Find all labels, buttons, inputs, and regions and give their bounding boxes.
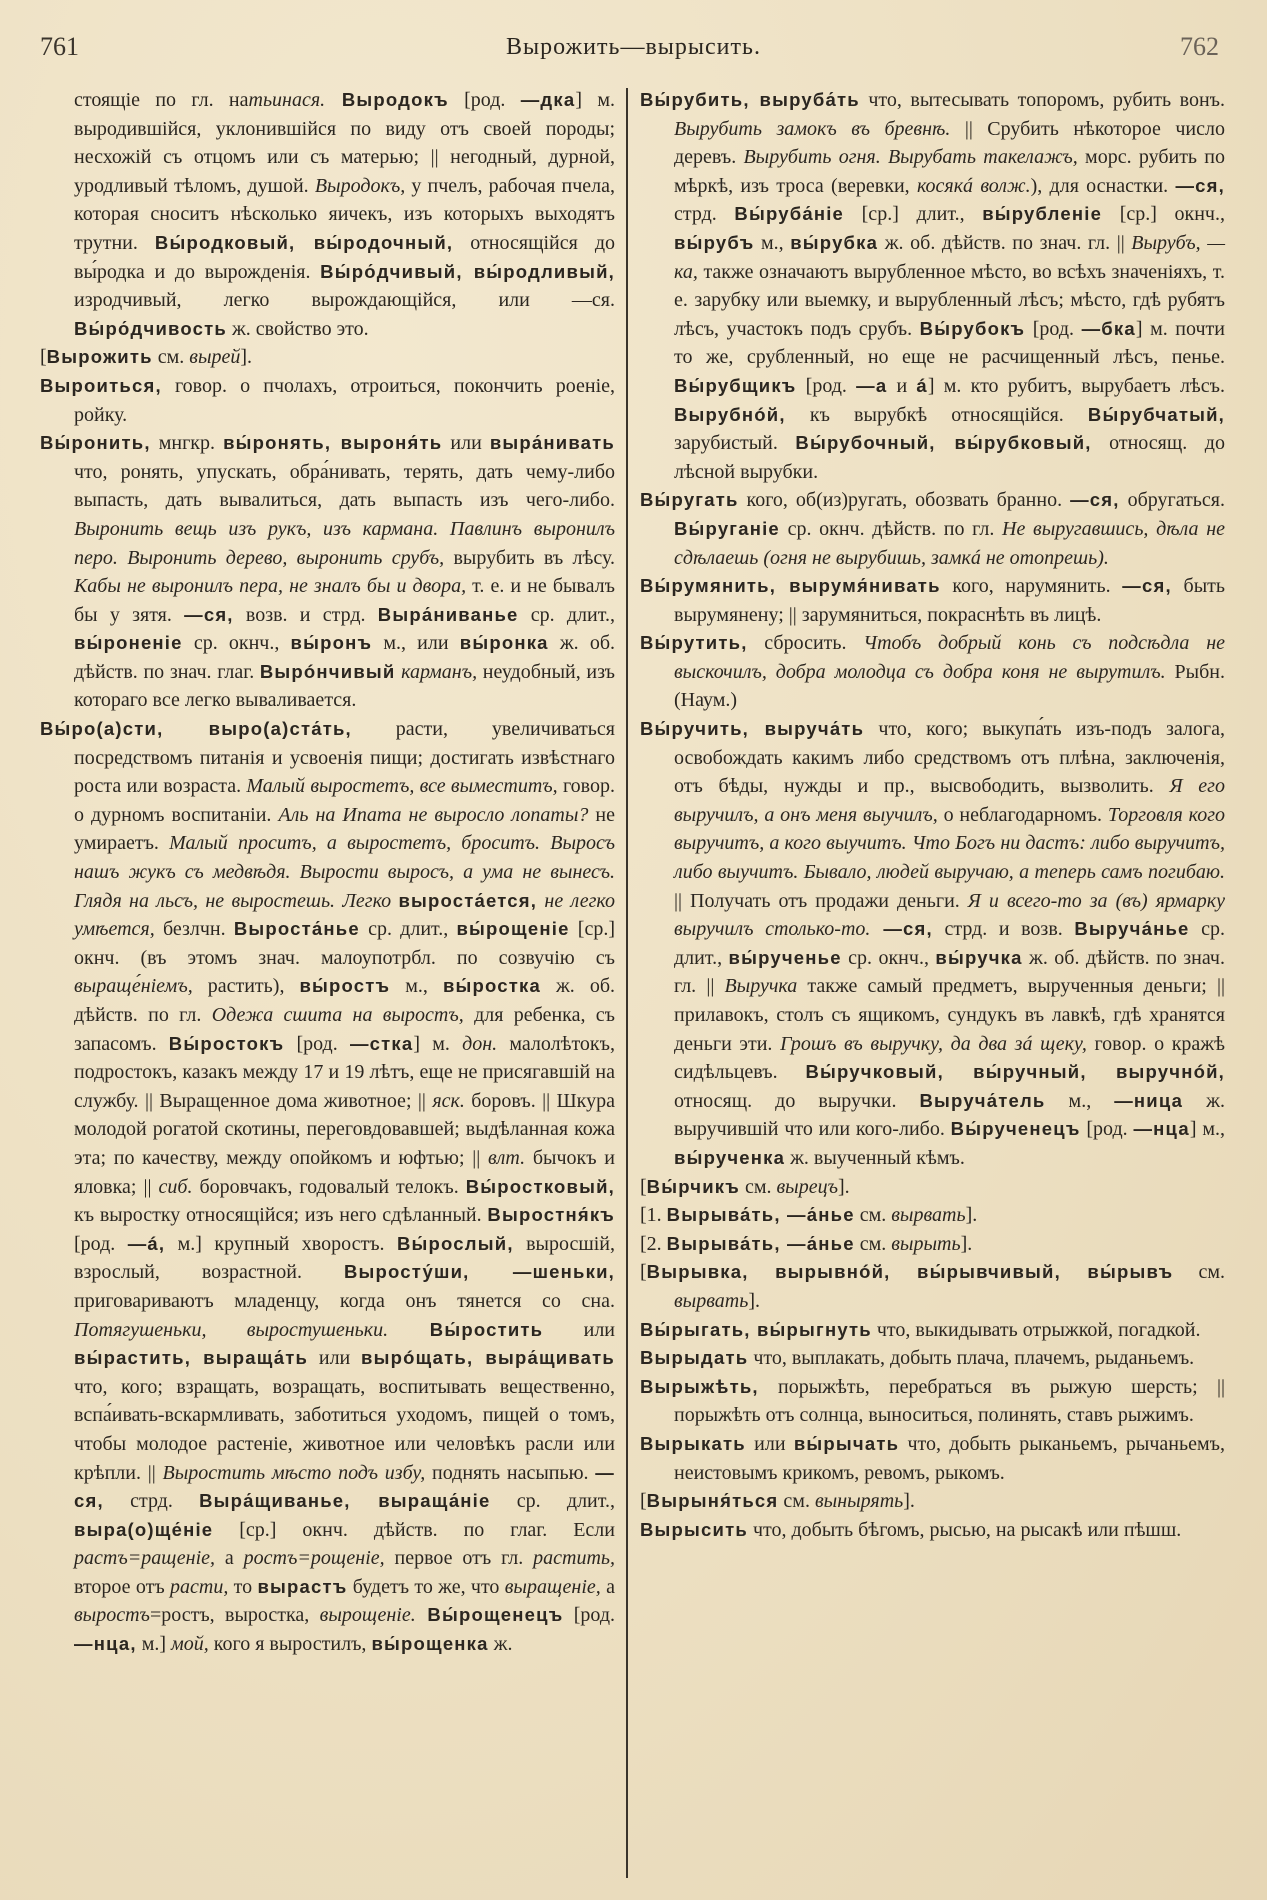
definition-text: говор. о кражѣ сидѣльцевъ. xyxy=(674,1032,1225,1084)
headword: —а xyxy=(856,374,888,396)
definition-text: неудобный, изъ котораго все легко вываливается. xyxy=(74,660,616,712)
definition-text: м.] крупный хворостъ. xyxy=(165,1232,397,1255)
example-text: вырецъ xyxy=(776,1175,838,1198)
headword: Вы́ро́дчивый, вы́родливый, xyxy=(320,260,615,282)
definition-text: [род. xyxy=(563,1604,615,1627)
headword: —бка xyxy=(1081,317,1136,339)
example-text: Малый выростетъ, все выместитъ, xyxy=(246,775,558,798)
headword: Вы́родковый, вы́родочный, xyxy=(154,231,454,253)
headword: Вы́ручковый, вы́ручный, выручнóй, xyxy=(805,1061,1225,1083)
definition-text: ]. xyxy=(748,1289,760,1312)
definition-text: обругаться. xyxy=(1119,489,1225,512)
dictionary-entry xyxy=(640,486,1225,572)
headword: Вы́рубчатый, xyxy=(1087,403,1225,425)
definition-text: [ср.] окнч. (въ этомъ знач. малоупотрбл. по созвучію съ xyxy=(74,918,615,969)
headword: вы́ронъ xyxy=(290,632,373,654)
definition-text: см. xyxy=(1173,1261,1225,1284)
definition-text: || Получать отъ продажи деньги. xyxy=(674,889,968,912)
definition-text: что, ронять, упускать, обра́нивать, терять, дать чему-либо выпасть, дать вывалиться, дать выпасть изъ чего-либо. xyxy=(74,460,615,512)
definition-text: [род. xyxy=(1080,1118,1134,1141)
headword: вы́роненіе xyxy=(74,632,183,654)
definition-text: ср. окнч. дѣйств. по гл. xyxy=(779,517,1003,540)
headword: вырастъ xyxy=(257,1575,348,1597)
definition-text: м., или xyxy=(372,632,460,655)
headword: Вырыжѣть, xyxy=(640,1375,759,1397)
headword: Вырыкать xyxy=(640,1432,746,1454)
definition-text: ]. xyxy=(960,1232,973,1255)
headword: —дка xyxy=(520,89,576,110)
example-text: Грошъ въ выручку, да два зá щеку, xyxy=(780,1032,1087,1055)
example-text: Кабы не выронилъ пера, не зналъ бы и двора, xyxy=(74,575,467,598)
definition-text: для ребенка, съ запасомъ. xyxy=(74,1004,616,1055)
definition-text: что, вытесывать топоромъ, рубить вонъ. xyxy=(859,89,1225,111)
example-text: вынырять xyxy=(814,1490,904,1513)
definition-text: а xyxy=(215,1547,244,1570)
example-text: косякá волж. xyxy=(916,174,1031,197)
definition-text: у пчелъ, рабочая пчела, которая сноситъ нѣсколько яичекъ, изъ которыхъ выходятъ трутни. xyxy=(74,174,615,254)
definition-text: ж. выученный кѣмъ. xyxy=(785,1146,965,1169)
definition-text: ср. длит., xyxy=(518,603,615,626)
definition-text: говор. о дурномъ воспитаніи. xyxy=(74,775,615,826)
example-text: Вырубъ, —ка, xyxy=(674,231,1225,283)
headword: Выростня́къ xyxy=(487,1204,615,1226)
definition-text: или xyxy=(442,432,490,455)
headword: Вы́ро(а)сти, выро(а)ста́ть, xyxy=(40,718,352,740)
example-text: ся. xyxy=(301,89,326,111)
definition-text: малолѣтокъ, подростокъ, казакъ между 17 и 19 лѣтъ, еще не присягавшій на службу. || Выращенное дома животное; || xyxy=(74,1032,615,1112)
definition-text: быть вырумянену; || зарумяниться, покраснѣть въ лицѣ. xyxy=(674,575,1225,626)
headword: Вы́рощенецъ xyxy=(415,1604,564,1626)
example-text: Аль на Ипата не выросло лопаты? xyxy=(278,803,589,826)
definition-text: [род. xyxy=(74,1232,128,1255)
definition-text: стрд. xyxy=(103,1490,200,1513)
right-column xyxy=(640,86,1225,1544)
headword: Вы́румянить, вырумя́нивать xyxy=(640,575,941,597)
definition-text: [ср.] окнч., xyxy=(1102,203,1225,226)
dictionary-entry xyxy=(640,572,1225,629)
definition-text: или xyxy=(745,1432,794,1455)
headword: Вы́ростковый, xyxy=(465,1175,615,1197)
example-text: выращеніе, xyxy=(504,1575,601,1598)
definition-text: [ср.] длит., xyxy=(844,203,983,226)
headword: Выра́щиванье, выраща́ніе xyxy=(199,1490,491,1512)
headword: Вы́рубить, выруба́ть xyxy=(640,89,860,110)
definition-text: бычокъ и яловка; || xyxy=(74,1146,615,1198)
example-text: Не выругавшись, дѣла не сдѣлаешь (огня не вырубишь, замкá не отопрешь). xyxy=(674,517,1225,569)
definition-text: приговариваютъ младенцу, когда онъ тянется со сна. xyxy=(74,1289,615,1312)
definition-text: см. xyxy=(739,1175,777,1198)
definition-text: что, добыть рыканьемъ, рычаньемъ, неистовымъ крикомъ, ревомъ, рыкомъ. xyxy=(674,1432,1225,1484)
definition-text: ср. длит., xyxy=(674,918,1225,969)
headword: вы́растить, выраща́ть xyxy=(74,1347,309,1369)
example-text: выростъ xyxy=(74,1604,150,1627)
headword: выра(о)ще́ніе xyxy=(74,1518,214,1540)
headword: Вы́рубочный, вы́рубковый, xyxy=(795,432,1092,454)
definition-text: т. е. и не бывалъ бы у зятя. xyxy=(74,575,615,626)
headword: Вы́руба́ніе xyxy=(734,203,845,225)
dictionary-entry xyxy=(40,86,615,343)
example-text: расти, xyxy=(170,1575,229,1598)
example-text: ростъ=рощеніе, xyxy=(243,1547,385,1570)
headword: вы́рученье xyxy=(728,946,842,968)
left-column xyxy=(40,86,615,1659)
headword: вы́ронка xyxy=(459,632,549,654)
headword: Вы́ро́дчивость xyxy=(74,317,227,339)
headword: вы́рученка xyxy=(674,1146,786,1168)
headword: выра́нивать xyxy=(489,432,615,454)
headword: —á, xyxy=(127,1232,166,1254)
example-text: сиб. xyxy=(158,1175,193,1198)
example-text: Я его выручилъ, а онъ меня выучилъ, xyxy=(674,775,1225,826)
headword: —ся, xyxy=(1175,174,1225,196)
headword: Вы́рубщикъ xyxy=(674,374,797,396)
definition-text: [род. xyxy=(284,1032,350,1055)
definition-text: [род. xyxy=(1025,317,1082,340)
definition-text: что, выкидывать отрыжкой, погадкой. xyxy=(871,1318,1201,1341)
headword: Вырысить xyxy=(640,1518,748,1540)
definition-text: см. xyxy=(854,1232,892,1255)
definition-text: ж. об. дѣйств. по знач. глаг. xyxy=(74,632,616,683)
example-text: растить, xyxy=(533,1547,615,1570)
definition-text: относящ. до выручки. xyxy=(674,1089,920,1112)
definition-text: ж. об. дѣйств. по гл. xyxy=(74,975,616,1026)
definition-text: первое отъ гл. xyxy=(384,1547,534,1570)
example-text: вырыть xyxy=(891,1232,961,1255)
definition-text: относящійся до вы́родка и до вырожденія. xyxy=(74,231,616,283)
definition-text: не умираетъ. xyxy=(74,803,615,855)
example-text: Чтобъ добрый конь съ подсѣдла не выскочилъ, добра молодца съ добра коня не вырутилъ. xyxy=(674,632,1225,683)
headword: Вырожить xyxy=(46,346,153,368)
definition-text: порыжѣть, перебраться въ рыжую шерсть; || порыжѣть отъ солнца, выноситься, полинять, ставъ рыжимъ. xyxy=(674,1375,1225,1427)
definition-text: возв. и стрд. xyxy=(233,603,378,626)
dictionary-entry xyxy=(40,343,615,372)
definition-text: сбросить. xyxy=(747,632,864,655)
headword: Выродокъ xyxy=(325,89,449,110)
definition-text: [ xyxy=(640,1490,647,1513)
definition-text: м., xyxy=(754,231,791,254)
headword: Выруча́тель xyxy=(919,1089,1046,1111)
example-text: Одежа сшита на выростъ, xyxy=(211,1004,464,1026)
headword: вы́рубка xyxy=(790,231,879,253)
definition-text: то xyxy=(228,1575,258,1598)
headword: Вы́ругать xyxy=(640,489,739,511)
example-text: Выручка xyxy=(724,975,798,998)
definition-text: что, кого; взращать, возращать, воспитывать вещественно, вспа́ивать-вскармливать, заботиться уходомъ, пищей о томъ, чтобы молодое растеніе, животное или человѣкъ расли или крѣпли. || xyxy=(74,1375,615,1484)
definition-text: что, выплакать, добыть плача, плачемъ, рыданьемъ. xyxy=(748,1347,1195,1370)
headword: Вы́рослый, xyxy=(396,1232,514,1254)
headword: —ся, xyxy=(1070,489,1120,511)
headword: á xyxy=(916,374,928,396)
headword: Вы́рученецъ xyxy=(950,1118,1081,1140)
running-header-title: Вырожить—вырысить. xyxy=(506,34,761,60)
definition-text: къ выростку относящійся; изъ него сдѣланный. xyxy=(74,1204,488,1227)
definition-text: стоящіе по гл. на xyxy=(74,89,249,111)
definition-text: мнгкр. xyxy=(150,432,224,455)
definition-text: что, кого; выкупа́ть изъ-подъ залога, освобождать какимъ либо средствомъ отъ плѣна, заключенія, отъ бѣды, нужды и пр., высвободить, вызволить. xyxy=(674,718,1225,798)
headword: —ся, xyxy=(1122,575,1172,597)
definition-text: см. xyxy=(778,1490,815,1513)
definition-text: кого я выростилъ, xyxy=(208,1633,372,1656)
headword: Вы́рубокъ xyxy=(919,317,1026,339)
definition-text: что, добыть бѣгомъ, рысью, на рысакѣ или пѣшш. xyxy=(747,1518,1182,1541)
headword: Выроста́нье xyxy=(233,918,360,940)
headword: —стка xyxy=(349,1032,414,1054)
headword: вы́рубъ xyxy=(674,231,755,253)
headword: Вырубнóй, xyxy=(674,403,786,425)
dictionary-entry xyxy=(640,1487,1225,1516)
definition-text: ), для оснастки. xyxy=(1030,174,1176,197)
dictionary-entry xyxy=(640,1373,1225,1430)
definition-text: и xyxy=(887,374,917,397)
headword: вы́рощенка xyxy=(371,1633,489,1655)
dictionary-entry xyxy=(640,1516,1225,1545)
definition-text: стрд. и возв. xyxy=(932,918,1075,941)
example-text: Торговля кого выручитъ, а кого выучитъ. Что Богъ ни дастъ: либо выручитъ, либо выучитъ. Бывало, людей выручаю, а теперь самъ погибаю. xyxy=(674,803,1225,884)
definition-text: о неблагодарномъ. xyxy=(937,803,1108,826)
example-text: Потягушеньки, выростушеньки. xyxy=(74,1318,389,1341)
definition-text: ]. xyxy=(903,1490,915,1513)
definition-text: ж. выручившій что или кого-либо. xyxy=(674,1089,1225,1141)
headword: вы́ручка xyxy=(935,946,1023,968)
definition-text: а xyxy=(600,1575,615,1598)
definition-text: стрд. xyxy=(674,203,735,226)
dictionary-entry xyxy=(640,1230,1225,1259)
headword: Вы́руганіе xyxy=(674,517,780,539)
definition-text: боровчакъ, годовалый телокъ. xyxy=(192,1175,466,1198)
dictionary-entry xyxy=(40,715,615,1659)
definition-text: или xyxy=(543,1318,616,1341)
definition-text: [ср.] окнч. дѣйств. по глаг. Если xyxy=(213,1518,615,1541)
definition-text: м.] xyxy=(136,1633,172,1656)
definition-text: [2. xyxy=(640,1232,667,1255)
definition-text: ср. окнч., xyxy=(182,632,291,655)
headword: —ся, xyxy=(74,1461,615,1512)
definition-text: [род. xyxy=(448,89,521,111)
dictionary-entry xyxy=(640,1173,1225,1202)
example-text: карманъ, xyxy=(401,660,478,683)
headword: Выросту́ши, —шеньки, xyxy=(343,1261,615,1283)
example-text: не легко умѣется, xyxy=(74,889,615,941)
definition-text: ж. об. дѣйств. по знач. гл. || xyxy=(878,231,1132,254)
definition-text: боровъ. || Шкура молодой рогатой скотины, переговдовавшей; выдѣланная кожа эта; по качеству, между опойкомъ и юфтью; || xyxy=(74,1089,615,1169)
example-text: растъ=ращеніе, xyxy=(74,1547,216,1570)
definition-text: ж. об. дѣйств. по знач. гл. || xyxy=(674,946,1225,998)
headword: Вырыня́ться xyxy=(646,1490,779,1512)
headword: Вы́ручить, выруча́ть xyxy=(640,718,865,740)
headword: вы́ронять, выроня́ть xyxy=(223,432,443,454)
definition-text: ]. xyxy=(240,346,253,369)
example-text: вырвать xyxy=(891,1204,966,1227)
headword: Вы́ростить xyxy=(388,1318,544,1340)
headword: Вы́рутить, xyxy=(640,632,748,654)
definition-text: [род. xyxy=(796,374,857,397)
headword: выроста́ется, xyxy=(398,889,538,911)
example-text: Вырубить огня. Вырубать такелажъ, xyxy=(743,146,1078,169)
definition-text: Рыбн. (Наум.) xyxy=(674,660,1225,712)
example-text: Я и всего-то за (въ) ярмарку выручилъ столько-то. xyxy=(674,889,1225,941)
headword: Выроиться, xyxy=(40,374,162,396)
headword: Выра́ниванье xyxy=(377,603,519,625)
headword: Вы́рчикъ xyxy=(646,1175,740,1197)
example-text: влт. xyxy=(488,1146,526,1169)
dictionary-entry xyxy=(640,629,1225,715)
definition-text: безлчн. xyxy=(154,918,234,941)
example-text: Выродокъ, xyxy=(314,174,406,197)
definition-text: ср. длит., xyxy=(490,1490,615,1513)
definition-text: ] м., xyxy=(1189,1118,1225,1141)
headword: —нца xyxy=(1133,1118,1190,1140)
headword: Вырóнчивый xyxy=(259,660,396,682)
definition-text: вырубить въ лѣсу. xyxy=(444,546,615,569)
page-number-right: 762 xyxy=(1180,32,1219,61)
example-text: вырощеніе. xyxy=(319,1604,416,1627)
definition-text: второе отъ xyxy=(74,1575,170,1598)
example-text: Малый проситъ, а выростетъ, броситъ. Выросъ нашъ жукъ съ медвѣдя. Вырости выросъ, а ума не вынесъ. Глядя на льсъ, не выростешь. Легко xyxy=(74,832,615,912)
definition-text: =ростъ, выростка, xyxy=(149,1604,320,1627)
dictionary-entry xyxy=(40,372,615,429)
definition-text: растить), xyxy=(192,975,300,998)
definition-text: говор. о пчолахъ, отроиться, покончить роеніе, ройку. xyxy=(74,374,615,426)
definition-text: къ вырубкѣ относящійся. xyxy=(785,403,1088,426)
dictionary-entry xyxy=(640,1258,1225,1315)
definition-text: ж. свойство это. xyxy=(226,317,369,340)
definition-text: морс. рубить по мѣркѣ, изъ троса (веревки, xyxy=(674,146,1226,197)
headword: Вырыдать xyxy=(640,1347,749,1369)
definition-text: ] м. почти то же, срубленный, но еще не расчищенный лѣсъ, пенье. xyxy=(674,317,1225,369)
dictionary-entry xyxy=(640,1344,1225,1373)
headword: Вырывка, вырывнóй, вы́рывчивый, вы́рывъ xyxy=(646,1261,1174,1283)
dictionary-entry xyxy=(640,715,1225,1173)
headword: —ница xyxy=(1114,1089,1184,1111)
definition-text: выросшій, взрослый, возрастной. xyxy=(74,1232,615,1284)
dictionary-entry xyxy=(40,429,615,715)
headword: Вы́ронить, xyxy=(40,432,151,454)
definition-text: ] м. xyxy=(413,1032,463,1055)
headword: вырóщать, выра́щивать xyxy=(361,1347,615,1369)
definition-text: [ xyxy=(640,1261,647,1284)
definition-text: м., xyxy=(390,975,443,998)
definition-text: [ xyxy=(640,1175,647,1198)
definition-text: см. xyxy=(152,346,190,369)
definition-text: ] м. кто рубитъ, вырубаетъ лѣсъ. xyxy=(927,374,1225,397)
definition-text: изродчивый, легко вырождающійся, или —ся. xyxy=(74,289,615,312)
definition-text: относящ. до лѣсной вырубки. xyxy=(674,432,1225,483)
dictionary-entry xyxy=(640,86,1225,486)
definition-text: поднять насыпью. xyxy=(425,1461,596,1484)
definition-text: ]. xyxy=(837,1175,850,1198)
headword: Вырыва́ть, —а́нье xyxy=(666,1204,855,1226)
example-text: дон. xyxy=(462,1032,498,1055)
definition-text: ср. длит., xyxy=(359,918,457,941)
headword: вы́ростъ xyxy=(299,975,391,997)
definition-text: ]. xyxy=(965,1204,978,1227)
definition-text: кого, об(из)ругать, обозвать бранно. xyxy=(738,489,1071,512)
definition-text: [1. xyxy=(640,1204,667,1227)
definition-text: ж. xyxy=(488,1633,513,1656)
definition-text: м., xyxy=(1045,1089,1115,1112)
example-text: Выронить вещь изъ рукъ, изъ кармана. Павлинъ выронилъ перо. Выронить дерево, выронить срубъ, xyxy=(74,517,615,569)
headword: Вырыва́ть, —а́нье xyxy=(666,1232,855,1254)
definition-text: || Срубить нѣкоторое число деревъ. xyxy=(674,117,1225,169)
headword: вы́рубленіе xyxy=(982,203,1103,225)
definition-text: также означаютъ вырубленное мѣсто, во всѣхъ значеніяхъ, т. е. зарубку или выемку, и вырубленный лѣсъ; мѣсто, гдѣ рубятъ лѣсъ, участокъ подъ срубъ. xyxy=(674,260,1225,340)
headword: вы́ростка xyxy=(442,975,541,997)
definition-text: будетъ то же, что xyxy=(347,1575,505,1598)
example-text: вырей xyxy=(189,346,241,369)
dictionary-entry xyxy=(640,1201,1225,1230)
definition-text: см. xyxy=(854,1204,892,1227)
headword: вы́рощеніе xyxy=(456,918,570,940)
definition-text: [ xyxy=(40,346,47,369)
headword: Вы́рыгать, вы́рыгнуть xyxy=(640,1318,872,1340)
dictionary-entry xyxy=(640,1316,1225,1345)
example-text: мой, xyxy=(171,1633,209,1656)
example-text: яск. xyxy=(432,1089,465,1112)
headword: Выруча́нье xyxy=(1074,918,1190,940)
example-text: Вырубить замокъ въ бревнѣ. xyxy=(674,117,951,140)
definition-text: ] м. выродившійся, уклонившійся по виду отъ своей породы; несхожій съ отцомъ или съ матерью; || негодный, дурной, уродливый тѣломъ, душой. xyxy=(74,89,615,197)
definition-text: зарубистый. xyxy=(674,432,796,455)
example-text: тьина xyxy=(248,89,302,111)
definition-text: кого, нарумянить. xyxy=(940,575,1123,598)
headword: —ся, xyxy=(870,918,933,940)
example-text: выраще́ніемъ, xyxy=(74,975,193,998)
example-text: вырвать xyxy=(674,1289,749,1312)
definition-text: также самый предметъ, вырученныя деньги; || прилавокъ, столъ съ ящикомъ, сундукъ въ лавкѣ, гдѣ хранятся деньги эти. xyxy=(674,975,1225,1055)
example-text: Выростить мѣсто подъ избу, xyxy=(162,1461,426,1484)
definition-text: или xyxy=(308,1347,362,1370)
headword: —нца, xyxy=(74,1633,137,1655)
headword: Вы́ростокъ xyxy=(168,1032,285,1054)
definition-text: расти, увеличиваться посредствомъ питанія и усвоенія пищи; достигать извѣстнаго роста или возраста. xyxy=(74,718,615,798)
headword: вы́рычать xyxy=(793,1432,900,1454)
column-divider xyxy=(626,88,628,1878)
dictionary-entry xyxy=(640,1430,1225,1487)
definition-text: ср. окнч., xyxy=(841,946,936,969)
headword: —ся, xyxy=(184,603,234,625)
page-number-left: 761 xyxy=(40,32,79,61)
